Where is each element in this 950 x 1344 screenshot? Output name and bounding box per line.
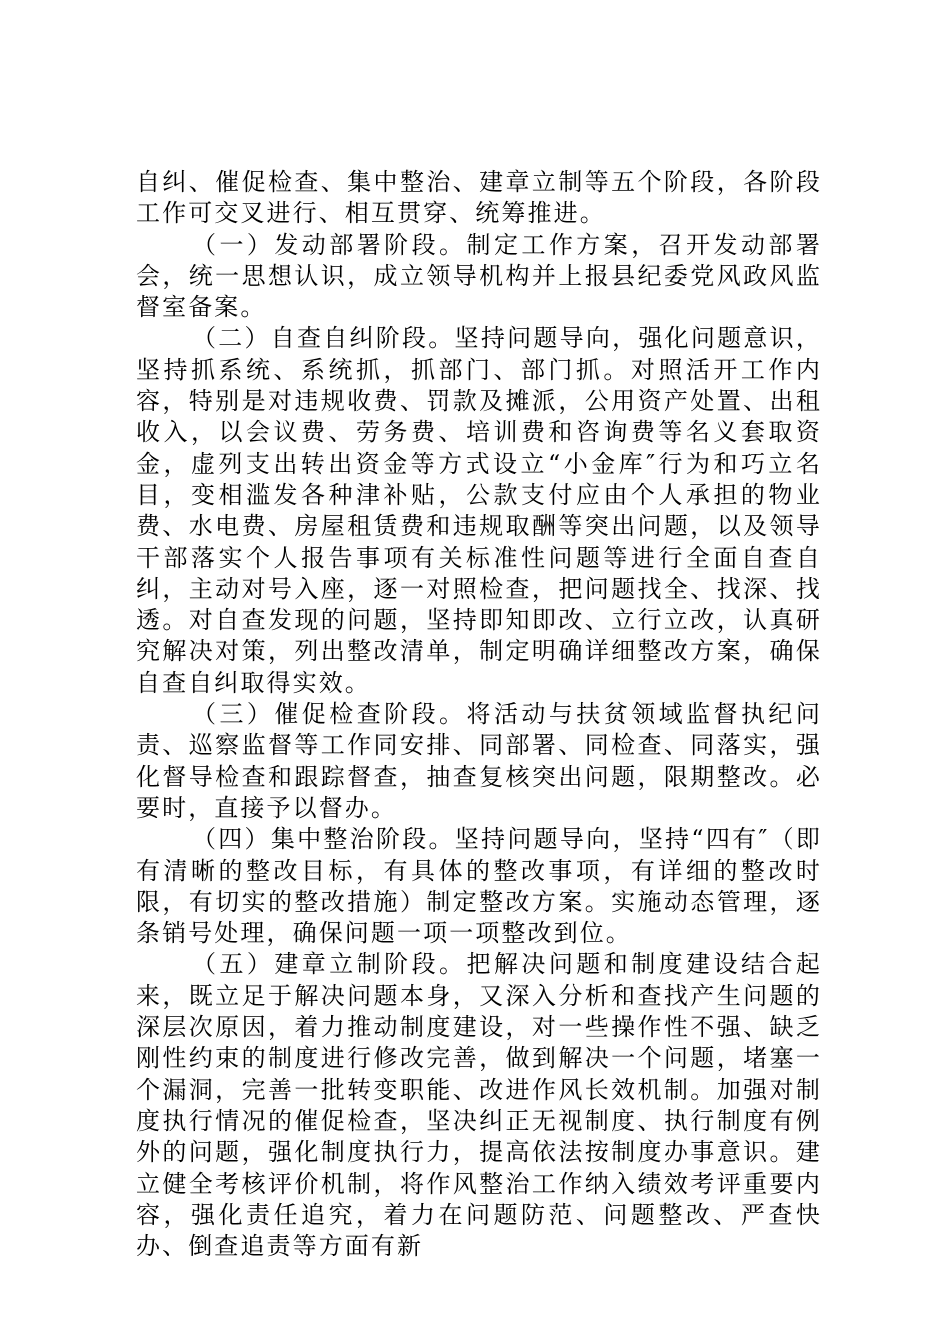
paragraph-institution-building-stage: （五）建章立制阶段。把解决问题和制度建设结合起来，既立足于解决问题本身，又深入分析和查找产生问题的深层次原因，着力推动制度建设，对一些操作性不强、缺乏刚性约束的制度进行修改完善，做到解决一个问题，堵塞一个漏洞，完善一批转变职能、改进作风长效机制。加强对制度执行情况的催促检查，坚决纠正无视制度、执行制度有例外的问题，强化制度执行力，提高依法按制度办事意识。建立健全考核评价机制，将作风整治工作纳入绩效考评重要内容，强化责任追究，着力在问题防范、问题整改、严查快办、倒查追责等方面有新 xyxy=(136,950,822,1261)
paragraph-self-inspection-stage: （二）自查自纠阶段。坚持问题导向，强化问题意识，坚持抓系统、系统抓，抓部门、部门抓。对照活开工作内容，特别是对违规收费、罚款及摊派，公用资产处置、出租收入，以会议费、劳务费、培训费和咨询费等名义套取资金，虚列支出转出资金等方式设立“小金库″行为和巧立名目，变相滥发各种津补贴，公款支付应由个人承担的物业费、水电费、房屋租赁费和违规取酬等突出问题，以及领导干部落实个人报告事项有关标准性问题等进行全面自查自纠，主动对号入座，逐一对照检查，把问题找全、找深、找透。对自查发现的问题，坚持即知即改、立行立改，认真研究解决对策，列出整改清单，制定明确详细整改方案，确保自查自纠取得实效。 xyxy=(136,324,822,697)
paragraph-rectification-stage: （四）集中整治阶段。坚持问题导向，坚持“四有″（即有清晰的整改目标，有具体的整改事项，有详细的整改时限，有切实的整改措施）制定整改方案。实施动态管理，逐条销号处理，确保问题一项一项整改到位。 xyxy=(136,825,822,948)
document-body xyxy=(136,167,822,1262)
paragraph-continuation: 自纠、催促检查、集中整治、建章立制等五个阶段，各阶段工作可交叉进行、相互贯穿、统筹推进。 xyxy=(136,168,822,228)
paragraph-supervision-stage: （三）催促检查阶段。将活动与扶贫领域监督执纪问责、巡察监督等工作同安排、同部署、同检查、同落实，强化督导检查和跟踪督查，抽查复核突出问题，限期整改。必要时，直接予以督办。 xyxy=(136,700,822,822)
paragraph-mobilization-stage: （一）发动部署阶段。制定工作方案，召开发动部署会，统一思想认识，成立领导机构并上报县纪委党风政风监督室备案。 xyxy=(136,230,822,322)
